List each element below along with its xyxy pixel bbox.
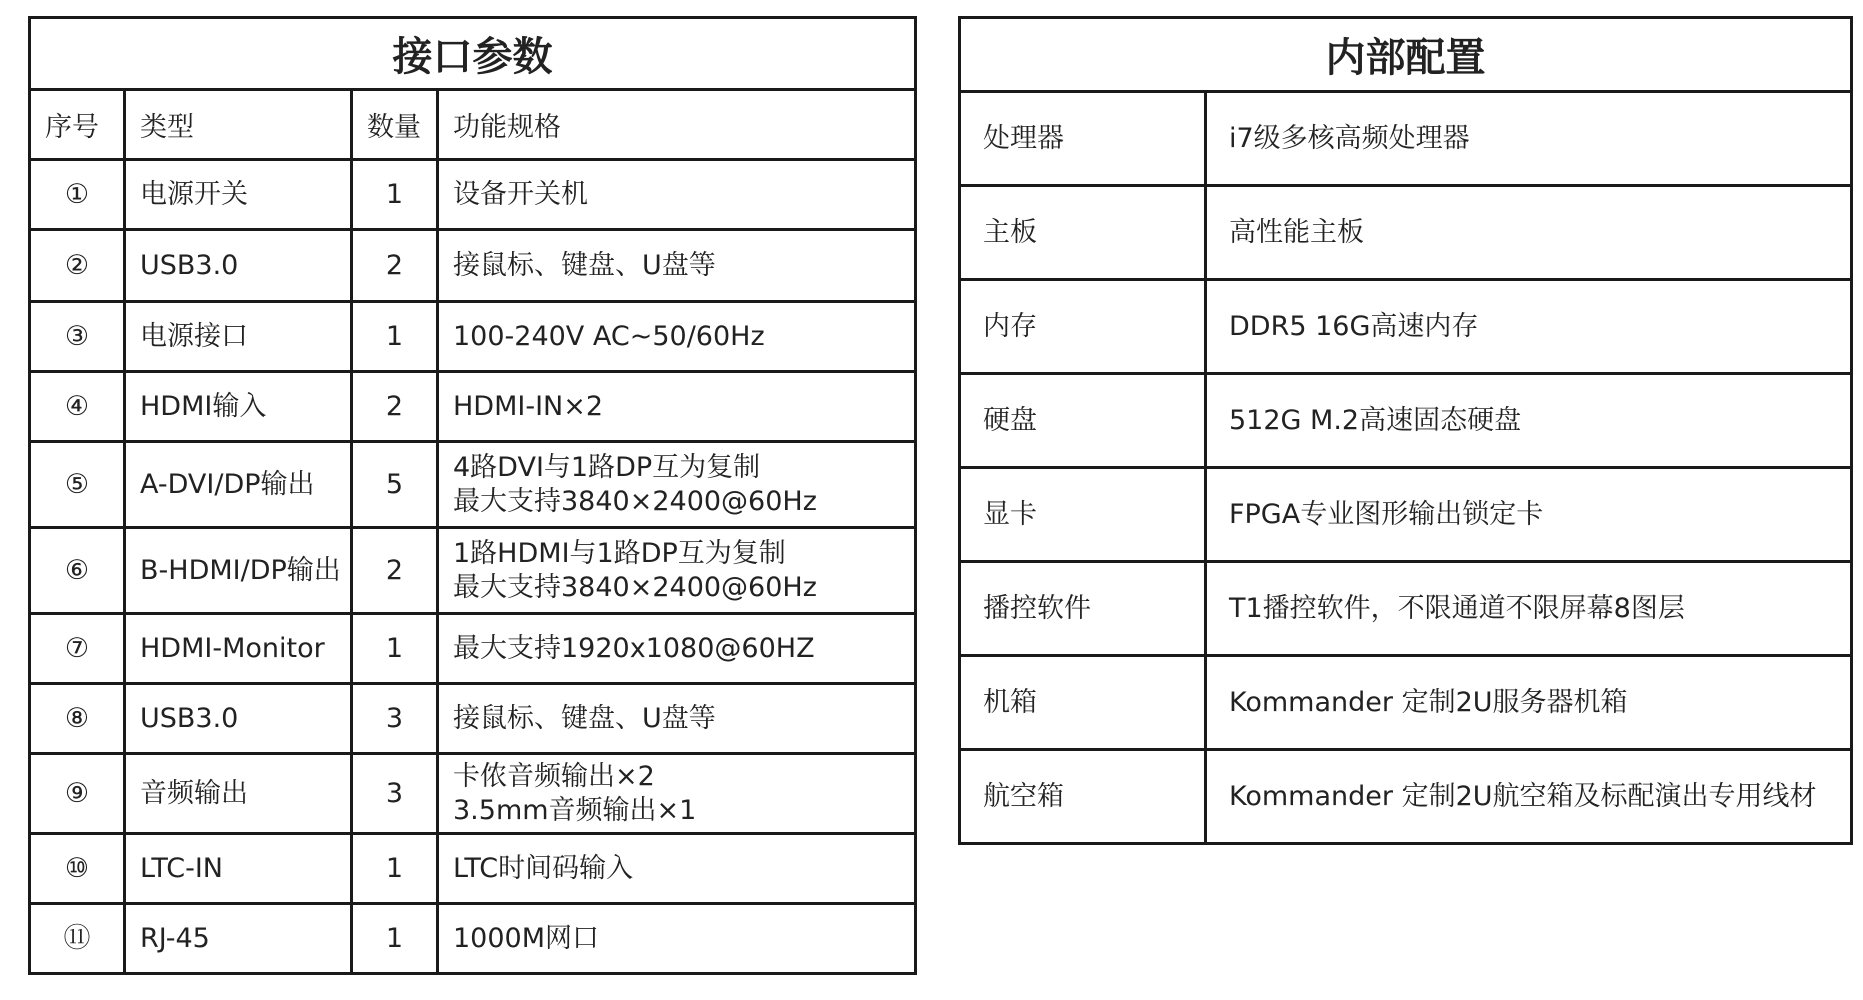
config-value: FPGA专业图形输出锁定卡 (1206, 468, 1852, 562)
table-row (30, 684, 916, 754)
table-row (960, 656, 1852, 750)
row-qty: 1 (352, 614, 438, 684)
config-label: 航空箱 (960, 750, 1206, 844)
row-index: ⑧ (30, 684, 125, 754)
row-qty: 3 (352, 754, 438, 834)
row-spec (438, 834, 916, 904)
row-index: ④ (30, 372, 125, 442)
row-spec (438, 528, 916, 614)
row-qty: 3 (352, 684, 438, 754)
table-row (960, 92, 1852, 186)
row-index: ⑨ (30, 754, 125, 834)
row-type: 电源开关 (125, 160, 352, 230)
table-row (30, 230, 916, 302)
header-index: 序号 (30, 90, 125, 160)
row-type: USB3.0 (125, 684, 352, 754)
table-row (960, 280, 1852, 374)
spec-line: 4路DVI与1路DP互为复制 (453, 451, 761, 483)
row-qty: 2 (352, 372, 438, 442)
config-label: 内存 (960, 280, 1206, 374)
row-index: ① (30, 160, 125, 230)
row-spec (438, 302, 916, 372)
config-value: i7级多核高频处理器 (1206, 92, 1852, 186)
row-spec (438, 230, 916, 302)
row-type: HDMI-Monitor (125, 614, 352, 684)
config-label: 播控软件 (960, 562, 1206, 656)
row-qty: 1 (352, 834, 438, 904)
config-value: Kommander 定制2U航空箱及标配演出专用线材 (1206, 750, 1852, 844)
table-row (960, 562, 1852, 656)
row-spec (438, 160, 916, 230)
table-row (30, 372, 916, 442)
row-qty: 1 (352, 160, 438, 230)
row-index: ⑩ (30, 834, 125, 904)
table-row (30, 442, 916, 528)
row-index: ⑤ (30, 442, 125, 528)
spec-line: 1000M网口 (453, 922, 600, 954)
row-type: USB3.0 (125, 230, 352, 302)
row-index: ⑪ (30, 904, 125, 974)
config-value: Kommander 定制2U服务器机箱 (1206, 656, 1852, 750)
table-row (960, 186, 1852, 280)
spec-line: 最大支持3840×2400@60Hz (453, 571, 817, 603)
row-type: B-HDMI/DP输出 (125, 528, 352, 614)
spec-line: 接鼠标、键盘、U盘等 (453, 702, 716, 734)
spec-line: 最大支持3840×2400@60Hz (453, 485, 817, 517)
header-type: 类型 (125, 90, 352, 160)
table-row (960, 374, 1852, 468)
row-type: HDMI输入 (125, 372, 352, 442)
header-qty: 数量 (352, 90, 438, 160)
config-label: 主板 (960, 186, 1206, 280)
spec-line: 100-240V AC~50/60Hz (453, 320, 765, 352)
table-row (30, 904, 916, 974)
row-index: ⑥ (30, 528, 125, 614)
spec-line: 3.5mm音频输出×1 (453, 794, 697, 826)
row-type: 电源接口 (125, 302, 352, 372)
row-qty: 2 (352, 230, 438, 302)
header-spec: 功能规格 (438, 90, 916, 160)
config-value: 高性能主板 (1206, 186, 1852, 280)
row-index: ② (30, 230, 125, 302)
table-row (30, 302, 916, 372)
spec-line: LTC时间码输入 (453, 852, 634, 884)
row-index: ⑦ (30, 614, 125, 684)
row-qty: 5 (352, 442, 438, 528)
row-qty: 2 (352, 528, 438, 614)
config-label: 机箱 (960, 656, 1206, 750)
row-spec (438, 754, 916, 834)
config-value: 512G M.2高速固态硬盘 (1206, 374, 1852, 468)
row-type: LTC-IN (125, 834, 352, 904)
row-spec (438, 684, 916, 754)
row-spec (438, 372, 916, 442)
row-qty: 1 (352, 302, 438, 372)
table-row (960, 468, 1852, 562)
table-row (30, 834, 916, 904)
config-label: 处理器 (960, 92, 1206, 186)
table-row (960, 750, 1852, 844)
row-qty: 1 (352, 904, 438, 974)
config-label: 显卡 (960, 468, 1206, 562)
row-type: 音频输出 (125, 754, 352, 834)
row-type: A-DVI/DP输出 (125, 442, 352, 528)
config-label: 硬盘 (960, 374, 1206, 468)
spec-line: 设备开关机 (453, 178, 588, 210)
row-spec (438, 614, 916, 684)
spec-line: HDMI-IN×2 (453, 390, 604, 422)
internal-config-title: 内部配置 (960, 18, 1852, 92)
config-value: T1播控软件，不限通道不限屏幕8图层 (1206, 562, 1852, 656)
row-index: ③ (30, 302, 125, 372)
spec-line: 接鼠标、键盘、U盘等 (453, 249, 716, 281)
table-row (30, 528, 916, 614)
row-spec (438, 442, 916, 528)
table-row (30, 160, 916, 230)
interface-params-title: 接口参数 (30, 18, 916, 90)
spec-line: 卡侬音频输出×2 (453, 760, 655, 792)
table-row (30, 614, 916, 684)
row-spec (438, 904, 916, 974)
row-type: RJ-45 (125, 904, 352, 974)
config-value: DDR5 16G高速内存 (1206, 280, 1852, 374)
table-row (30, 754, 916, 834)
spec-line: 1路HDMI与1路DP互为复制 (453, 537, 786, 569)
interface-params-table (28, 16, 917, 975)
interface-params-header-row (30, 90, 916, 160)
spec-line: 最大支持1920x1080@60HZ (453, 632, 815, 664)
internal-config-table (958, 16, 1853, 845)
